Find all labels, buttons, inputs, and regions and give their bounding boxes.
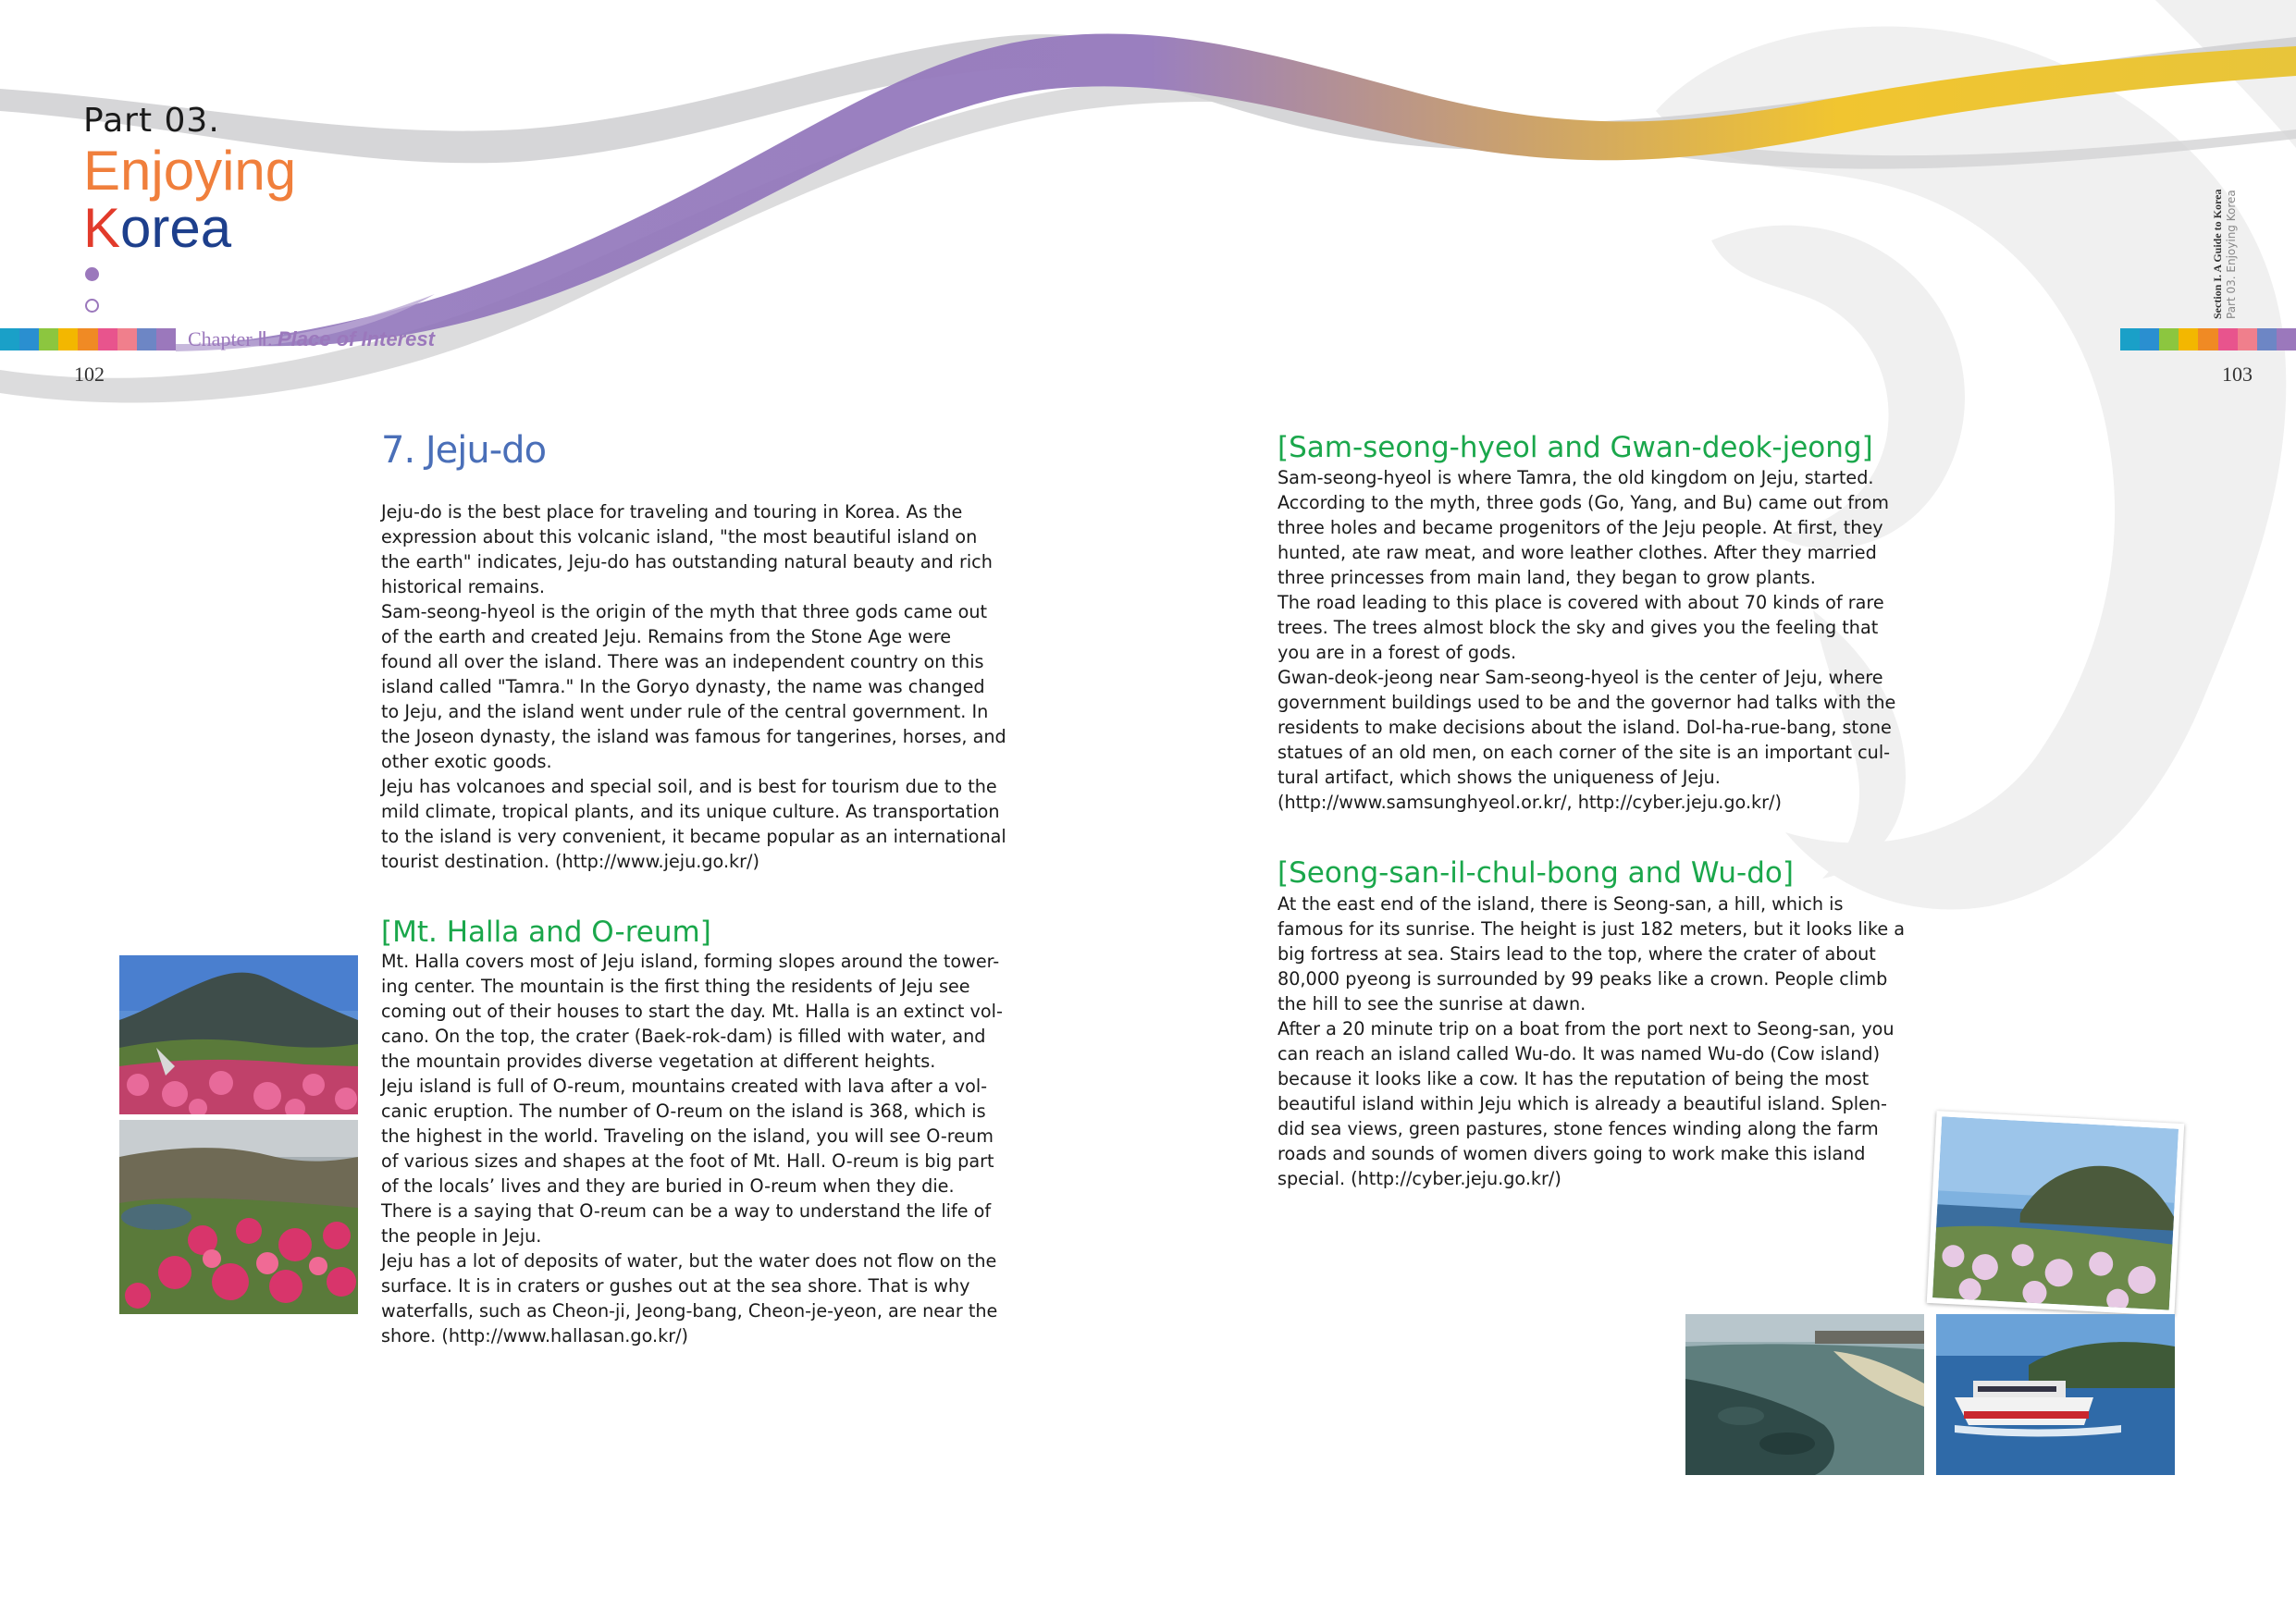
text-line: the highest in the world. Traveling on the island, you will see O-reum [381,1125,994,1147]
text-line: you are in a forest of gods. [1278,642,1517,663]
color-swatch [2277,328,2296,350]
text-line: Mt. Halla covers most of Jeju island, forming slopes around the tower- [381,951,1000,972]
text-line: big fortress at sea. Stairs lead to the top, where the crater of about [1278,943,1876,965]
color-bar-right [2120,328,2296,350]
text-line: Sam-seong-hyeol is where Tamra, the old kingdom on Jeju, started. [1278,467,1874,488]
text-line: the hill to see the sunrise at dawn. [1278,993,1586,1014]
text-line: Gwan-deok-jeong near Sam-seong-hyeol is the center of Jeju, where [1278,667,1883,688]
color-swatch [2140,328,2159,350]
title-korea-rest: orea [120,197,232,259]
color-swatch [2198,328,2217,350]
text-line: found all over the island. There was an independent country on this [381,651,984,672]
text-line: expression about this volcanic island, "the most beautiful island on [381,526,978,547]
section-body-halla [381,949,1003,1348]
color-swatch [58,328,78,350]
color-swatch [2120,328,2140,350]
text-line: Sam-seong-hyeol is the origin of the myth that three gods came out [381,601,988,622]
text-line: trees. The trees almost block the sky and gives you the feeling that [1278,617,1879,638]
bullet-dot-outline [85,299,99,313]
title-korea [83,196,231,260]
color-swatch [2159,328,2179,350]
color-swatch [2218,328,2238,350]
intro-paragraph [381,499,1006,874]
text-line: The road leading to this place is covered with about 70 kinds of rare [1278,592,1884,613]
text-line: hunted, ate raw meat, and wore leather clothes. After they married [1278,542,1877,563]
running-head-section: Section I. A Guide to Korea [2211,189,2224,319]
text-line: of the earth and created Jeju. Remains from the Stone Age were [381,626,952,647]
text-line: roads and sounds of women divers going to work make this island [1278,1143,1866,1164]
text-line: of the locals’ lives and they are buried in O-reum when they die. [381,1175,955,1197]
color-swatch [78,328,97,350]
photo-coastline [1685,1314,1924,1475]
text-line: the people in Jeju. [381,1225,542,1247]
text-line: three princesses from main land, they began to grow plants. [1278,567,1816,588]
text-line: 80,000 pyeong is surrounded by 99 peaks like a crown. People climb [1278,968,1888,990]
text-line: three holes and became progenitors of the Jeju people. At first, they [1278,517,1883,538]
article-title: 7. Jeju-do [381,429,547,472]
text-line: tourist destination. (http://www.jeju.go.kr/) [381,851,760,872]
running-head-part: Part 03. Enjoying Korea [2225,190,2238,319]
text-line: shore. (http://www.hallasan.go.kr/) [381,1325,689,1346]
section-heading-samseong: [Sam-seong-hyeol and Gwan-deok-jeong] [1278,431,1873,464]
text-line: waterfalls, such as Cheon-ji, Jeong-bang, Cheon-je-yeon, are near the [381,1300,998,1322]
text-line: the Joseon dynasty, the island was famous for tangerines, horses, and [381,726,1006,747]
text-line: can reach an island called Wu-do. It was named Wu-do (Cow island) [1278,1043,1881,1064]
photo-seongsan-peak [1927,1111,2185,1316]
section-heading-seongsan: [Seong-san-il-chul-bong and Wu-do] [1278,856,1794,890]
title-enjoying: Enjoying [83,140,297,202]
section-body-samseong [1278,465,1895,815]
text-line: coming out of their houses to start the day. Mt. Halla is an extinct vol- [381,1001,1003,1022]
text-line: At the east end of the island, there is Seong-san, a hill, which is [1278,893,1844,915]
section-heading-halla: [Mt. Halla and O-reum] [381,916,711,949]
color-swatch [156,328,176,350]
text-line: surface. It is in craters or gushes out at the sea shore. That is why [381,1275,970,1297]
text-line: government buildings used to be and the governor had talks with the [1278,692,1896,713]
text-line: did sea views, green pastures, stone fences winding along the farm [1278,1118,1879,1139]
text-line: cano. On the top, the crater (Baek-rok-dam) is filled with water, and [381,1026,986,1047]
chapter-title: Place of Interest [277,327,435,350]
text-line: ing center. The mountain is the first thing the residents of Jeju see [381,976,970,997]
bullet-dot-filled [85,267,99,281]
text-line: Jeju-do is the best place for traveling and touring in Korea. As the [381,501,963,523]
color-swatch [0,328,19,350]
text-line: historical remains. [381,576,546,597]
text-line: Jeju has volcanoes and special soil, and is best for tourism due to the [381,776,997,797]
text-line: special. (http://cyber.jeju.go.kr/) [1278,1168,1562,1189]
text-line: to the island is very convenient, it became popular as an international [381,826,1006,847]
photo-oreum-azaleas [119,1120,358,1314]
color-swatch [137,328,156,350]
text-line: statues of an old men, on each corner of the site is an important cul- [1278,742,1891,763]
part-label: Part 03. [83,102,220,140]
text-line: because it looks like a cow. It has the reputation of being the most [1278,1068,1870,1089]
text-line: famous for its sunrise. The height is just 182 meters, but it looks like a [1278,918,1906,940]
text-line: There is a saying that O-reum can be a way to understand the life of [381,1200,992,1222]
chapter-label [188,327,435,351]
text-line: According to the myth, three gods (Go, Yang, and Bu) came out from [1278,492,1889,513]
running-head [2211,139,2239,324]
color-swatch [19,328,39,350]
text-line: of various sizes and shapes at the foot of Mt. Hall. O-reum is big part [381,1150,994,1172]
text-line: tural artifact, which shows the uniqueness of Jeju. [1278,767,1721,788]
photo-ferry-wudo [1936,1314,2175,1475]
text-line: After a 20 minute trip on a boat from the port next to Seong-san, you [1278,1018,1895,1039]
photo-mt-halla-azaleas [119,955,358,1114]
text-line: other exotic goods. [381,751,552,772]
color-swatch [39,328,58,350]
title-korea-k: K [83,197,121,259]
text-line: Jeju has a lot of deposits of water, but the water does not flow on the [381,1250,997,1272]
text-line: mild climate, tropical plants, and its unique culture. As transportation [381,801,1000,822]
chapter-prefix: Chapter Ⅱ. [188,327,273,350]
color-swatch [2257,328,2277,350]
text-line: residents to make decisions about the island. Dol-ha-rue-bang, stone [1278,717,1892,738]
color-swatch [117,328,137,350]
text-line: (http://www.samsunghyeol.or.kr/, http://cyber.jeju.go.kr/) [1278,792,1782,813]
page-number-left: 102 [74,363,105,386]
page-number-right: 103 [2222,363,2253,386]
text-line: canic eruption. The number of O-reum on the island is 368, which is [381,1100,986,1122]
text-line: the earth" indicates, Jeju-do has outstanding natural beauty and rich [381,551,993,572]
color-bar-left [0,328,176,350]
section-body-seongsan [1278,891,1905,1191]
color-swatch [2238,328,2257,350]
text-line: the mountain provides diverse vegetation at different heights. [381,1051,936,1072]
text-line: beautiful island within Jeju which is already a beautiful island. Splen- [1278,1093,1887,1114]
text-line: island called "Tamra." In the Goryo dynasty, the name was changed [381,676,985,697]
color-swatch [2179,328,2198,350]
text-line: to Jeju, and the island went under rule of the central government. In [381,701,989,722]
color-swatch [98,328,117,350]
text-line: Jeju island is full of O-reum, mountains created with lava after a vol- [381,1076,988,1097]
